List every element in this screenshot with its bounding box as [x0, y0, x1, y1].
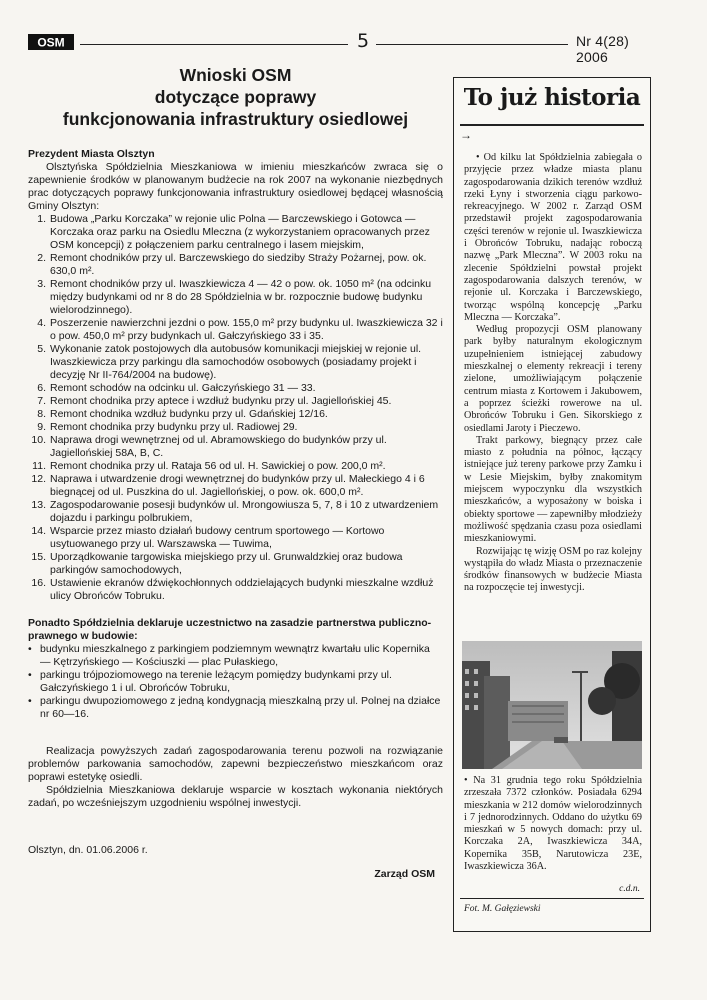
list-item: 15. Uporządkowanie targowiska miejskiego przy ul. Grunwaldzkiej oraz budowa parkingów samochodowych, — [31, 551, 403, 576]
header-rule-right — [376, 44, 568, 45]
street-photo-image — [462, 641, 642, 769]
article — [28, 64, 443, 884]
continued-note: c.d.n. — [619, 884, 640, 894]
signature-block — [28, 844, 443, 884]
list-item: • budynku mieszkalnego z parkingiem podziemnym wewnątrz kwartału ulic Kopernika — Kętrzyńskiego — Kościuszki — plac Pułaskiego, — [28, 643, 443, 669]
list-item: • parkingu dwupoziomowego z jedną kondygnacją mieszkalną przy ul. Polnej na działce nr 60—16. — [28, 695, 443, 721]
svg-text:OSM: OSM — [37, 35, 65, 50]
list-item: 16. Ustawienie ekranów dźwiękochłonnych oddzielających budynki mieszkalne wzdłuż ulicy Obrońców Tobruku. — [31, 577, 434, 602]
osm-logo — [28, 34, 74, 50]
list-item: 11. Remont chodnika przy ul. Rataja 56 od ul. H. Sawickiej o pow. 200,0 m². — [32, 460, 386, 472]
sidebar-rule — [460, 124, 644, 126]
title-line: dotyczące poprawy — [154, 87, 317, 107]
list-item: • parkingu trójpoziomowego na terenie leżącym pomiędzy budynkami przy ul. Gałczyńskiego 1 i ul. Obrońców Tobruku, — [28, 669, 443, 695]
page-number: 5 — [357, 30, 370, 52]
list-item: 2. Remont chodników przy ul. Barczewskiego do siedziby Straży Pożarnej, pow. ok. 630,0 m². — [37, 252, 427, 277]
article-title — [28, 64, 443, 130]
title-line: Wnioski OSM — [179, 65, 292, 85]
sidebar-paragraph: Według propozycji OSM planowany park byłby naturalnym ekologicznym uzupełnieniem istniejącej zabudowy mieszkalnej o elementy rekreacji i tereny zielone, umożliwiającym połączenie centrum miasta z Kortowem i Jakubowem, a poprzez ścieżki rowerowe na ul. Obrońców Tobruku i Gen. Sikorskiego z osiedlami Jaroty i Pieczewo. — [464, 324, 642, 434]
header-rule-left — [80, 44, 348, 45]
closing-paragraph: Realizacja powyższych zadań zagospodarowania terenu pozwoli na rozwiązanie problemów parkowania samochodów, zapewni bezpieczeństwo mieszkańcom oraz poprawi estetykę osiedli. — [28, 745, 443, 783]
partnership-list — [28, 643, 443, 721]
addressee: Prezydent Miasta Olsztyn — [28, 148, 155, 160]
list-item: 4. Poszerzenie nawierzchni jezdni o pow. 155,0 m² przy budynku ul. Iwaszkiewicza 32 i o pow. 450,0 m² przy budynkach ul. Gałczyńskiego 33 i 35. — [37, 317, 443, 342]
sidebar-text — [464, 152, 642, 595]
list-item: 1. Budowa „Parku Korczaka” w rejonie ulic Polna — Barczewskiego i Gotowca — Korczaka oraz parku na Osiedlu Mleczna (z wykorzystaniem opracowanych przez OSM koncepcji) z połączeniem parku centralnego i lasem miejskim, — [37, 213, 430, 251]
title-line: funkcjonowania infrastruktury osiedlowej — [62, 109, 409, 129]
sidebar-paragraph: • Od kilku lat Spółdzielnia zabiegała o przyjęcie przez władze miasta planu zagospodarowania dzikich terenów wzdłuż rzeki Łyny i stworzenia ciągu parkowo-rekreacyjnego. W 2002 r. Zarząd OSM przedstawił projekt zagospodarowania części terenów w rejonie ul. Iwaszkiewicza i Obrońców Tobruku, nadając roboczą nazwę „Park Mleczna”. W 2003 roku na zlecenie Spółdzielni powstał projekt zagospodarowania dalszych terenów, w rejonie ul. Korczaka i Barczewskiego, tworząc wspólną koncepcję „Parku Mleczna — Korczaka”. — [464, 152, 642, 323]
closing-paragraph: Spółdzielnia Mieszkaniowa deklaruje wsparcie w kosztach wykonania niektórych zadań, po wcześniejszym uzgodnieniu wspólnej inwestycji. — [28, 784, 443, 809]
street-photo — [462, 641, 642, 769]
signature: Zarząd OSM — [374, 868, 435, 880]
list-item: 7. Remont chodnika przy aptece i wzdłuż budynku przy ul. Jagiellońskiej 45. — [37, 395, 392, 407]
list-item: 8. Remont chodnika wzdłuż budynku przy ul. Gdańskiej 12/16. — [37, 408, 328, 420]
list-item: 12. Naprawa i utwardzenie drogi wewnętrznej do budynków przy ul. Małeckiego 4 i 6 biegnącej od ul. Puszkina do ul. Jagiellońskiej, o pow. ok. 600,0 m². — [31, 473, 425, 498]
demands-list — [28, 213, 443, 603]
partnership-heading: Ponadto Spółdzielnia deklaruje uczestnictwo na zasadzie partnerstwa publiczno-prawnego w budowie: — [28, 617, 432, 642]
intro-paragraph: Olsztyńska Spółdzielnia Mieszkaniowa w imieniu mieszkańców zwraca się o zapewnienie środków w planowanym budżecie na rok 2007 na wykonanie niezbędnych prac dotyczących poprawy funkcjonowania infrastruktury osiedlowej będącej własnością Gminy Olsztyn: — [28, 161, 443, 212]
list-item: 6. Remont schodów na odcinku ul. Gałczyńskiego 31 — 33. — [37, 382, 316, 394]
credit-rule — [460, 898, 644, 899]
list-item: 10. Naprawa drogi wewnętrznej od ul. Abramowskiego do budynków przy ul. Jagiellońskiej 58A, B, C. — [31, 434, 387, 459]
list-item: 9. Remont chodnika przy budynku przy ul. Radiowej 29. — [37, 421, 298, 433]
list-item: 3. Remont chodników przy ul. Iwaszkiewicza 4 — 42 o pow. ok. 1050 m² (na odcinku między budynkami od nr 8 do 28 Spółdzielnia w br. rozpocznie budowę budynku wielorodzinnego). — [37, 278, 432, 316]
place-date: Olsztyn, dn. 01.06.2006 r. — [28, 844, 148, 856]
history-sidebar — [453, 77, 651, 932]
photo-caption — [464, 775, 642, 873]
sidebar-paragraph: Rozwijając tę wizję OSM po raz kolejny wystąpiła do władz Miasta o przeznaczenie środków finansowych w budżecie Miasta na rozpoczęcie tej inwestycji. — [464, 545, 642, 594]
photo-credit: Fot. M. Gałęziewski — [464, 904, 541, 914]
list-item: 14. Wsparcie przez miasto działań budowy centrum sportowego — Kortowo usytuowanego przy ul. Warszawska — Tuwima, — [31, 525, 385, 550]
issue-number: Nr 4(28) 2006 — [576, 33, 629, 65]
sidebar-paragraph: Trakt parkowy, biegnący przez całe miasto z południa na północ, łączący istniejące już tereny parkowe przy Zamku i w Lesie Miejskim, byłby znakomitym miejscem wypoczynku dla wszystkich mieszkańców, a wyposażony w boiska i obiekty sportowe — zapewniłby młodzieży możliwość spędzania czasu poza osiedlami mieszkaniowymi. — [464, 434, 642, 545]
list-item: 5. Wykonanie zatok postojowych dla autobusów komunikacji miejskiej w rejonie ul. Iwaszkiewicza przy parkingu dla samochodów osobowych (posiadamy projekt i decyzję Nr II-764/2004 na budowę). — [37, 343, 422, 381]
caption-text: • Na 31 grudnia tego roku Spółdzielnia zrzeszała 7372 członków. Posiadała 6294 mieszkania w 212 domów wielorodzinnych i 7 jednorodzinnych. Oddano do użytku 69 mieszkań w 5 nowych domach: przy ul. Korczaka 2A, Iwaszkiewicza 34A, Kopernika 35B, Narutowicza 23E, Iwaszkiewicza 36A. — [464, 775, 642, 873]
arrow-icon: → — [460, 128, 472, 142]
page-header — [28, 30, 654, 65]
list-item: 13. Zagospodarowanie posesji budynków ul. Mrongowiusza 5, 7, 8 i 10 z utwardzeniem dojazdu i parkingu polbrukiem, — [31, 499, 439, 524]
sidebar-title: To już historia — [463, 84, 641, 111]
